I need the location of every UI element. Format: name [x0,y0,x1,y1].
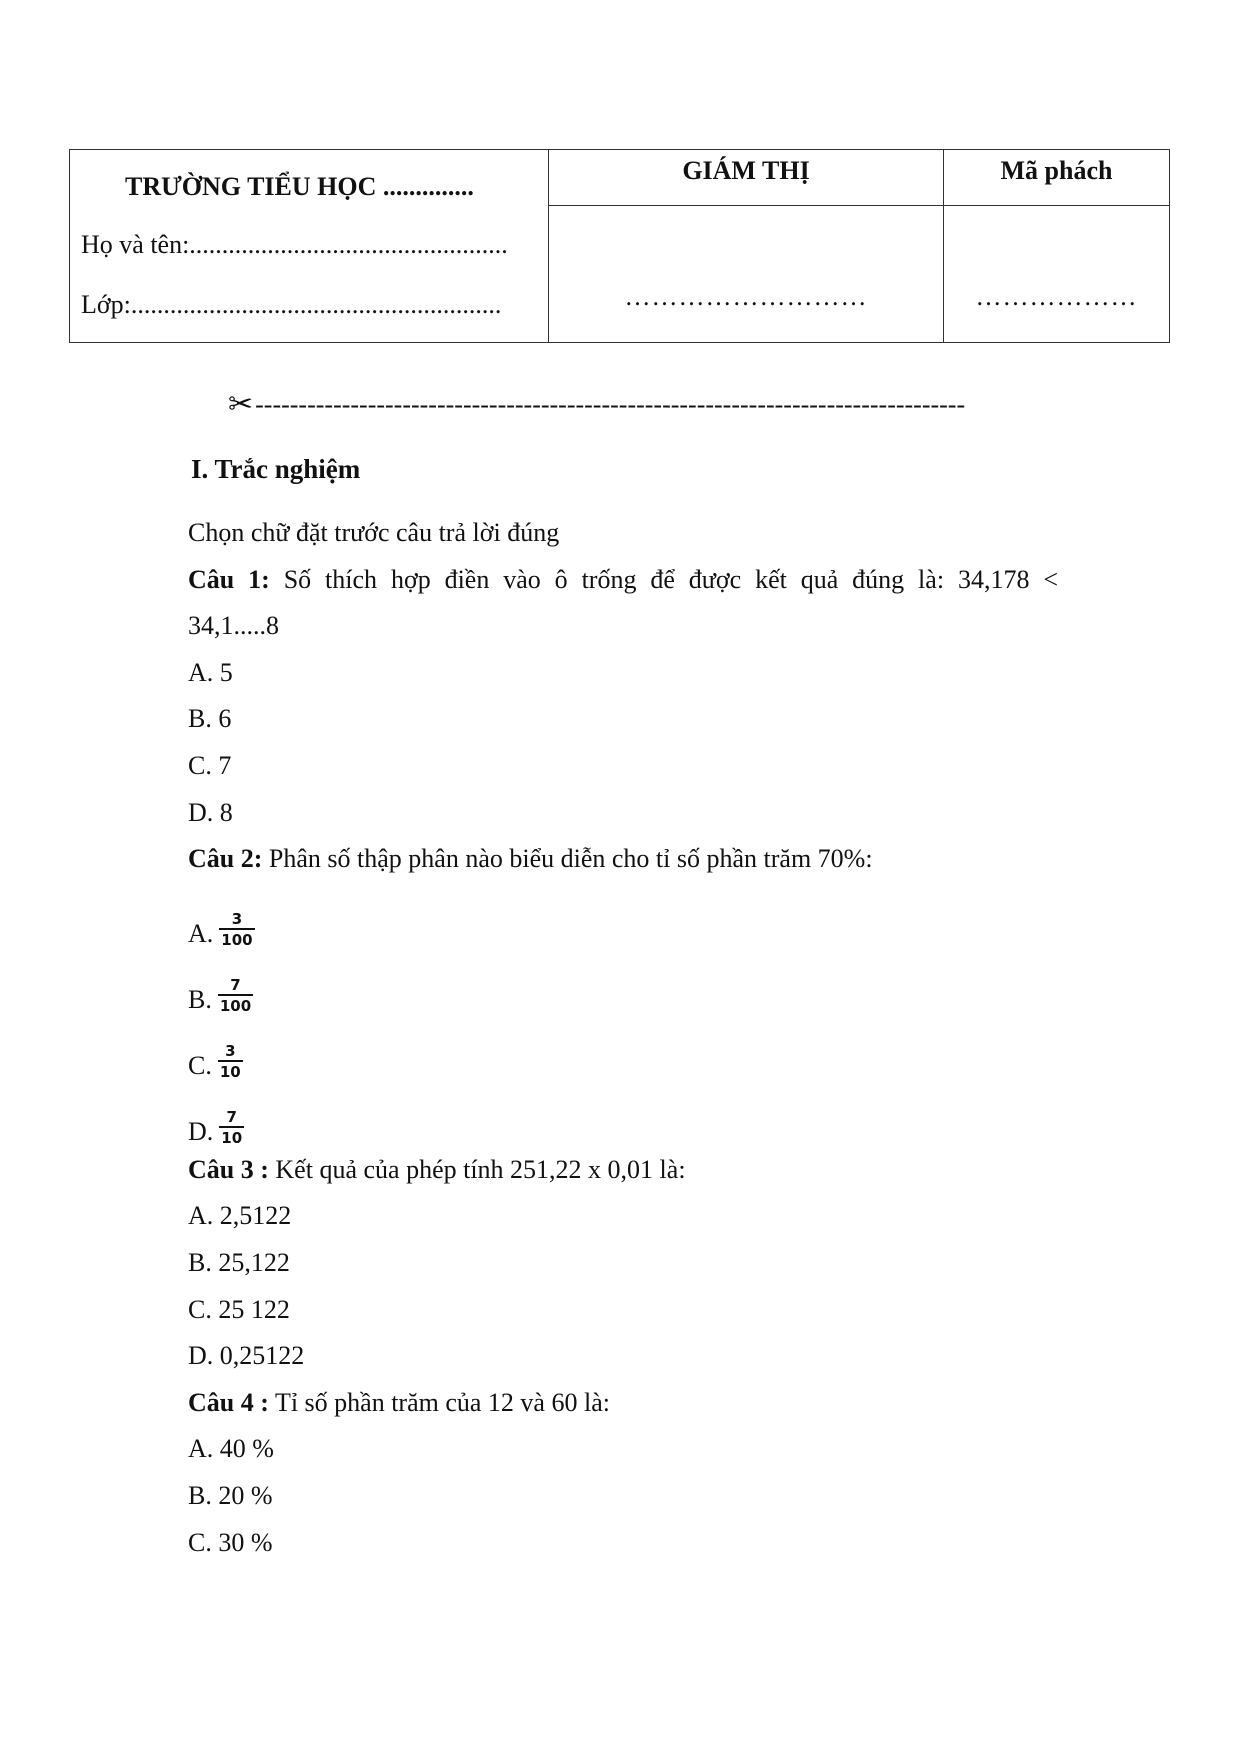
question-1-text: Số thích hợp điền vào ô trống để được kết quả đúng là: 34,178 < [283,564,1058,594]
denominator: 10 [219,1126,244,1147]
question-2-text: Phân số thập phân nào biểu diễn cho tỉ số phần trăm 70%: [268,844,873,874]
q2-option-d-letter: D. [188,1116,214,1146]
question-2 [188,836,1058,883]
q3-option-c: C. 25 122 [188,1294,290,1324]
exam-header-table [69,149,1170,343]
scissors-icon: ✂ [228,387,254,422]
invigilator-header [549,150,944,206]
code-blank: ……………… [975,282,1138,311]
q2-option-a [188,883,1058,949]
q2-option-c-letter: C. [188,1050,212,1080]
denominator: 10 [218,1060,243,1081]
q2-option-a-letter: A. [188,918,214,948]
cut-line [228,387,966,422]
q2-option-b-letter: B. [188,984,212,1014]
q1-option-a: A. 5 [188,657,233,687]
q3-option-a: A. 2,5122 [188,1201,292,1231]
question-1 [188,557,1058,604]
question-1-text-cont: 34,1.....8 [188,611,279,641]
invigilator-signature-cell [549,206,944,343]
numerator: 3 [231,909,243,928]
numerator: 3 [225,1041,236,1060]
q3-option-b: B. 25,122 [188,1247,290,1277]
code-cell [944,206,1170,343]
fraction [218,1042,243,1081]
fraction [219,910,254,949]
q3-option-d: D. 0,25122 [188,1341,305,1371]
q2-option-b [188,949,1058,1015]
fraction [218,976,253,1015]
q4-option-c: C. 30 % [188,1527,273,1557]
question-4-text: Tỉ số phần trăm của 12 và 60 là: [274,1387,610,1417]
q4-option-b: B. 20 % [188,1480,273,1510]
denominator: 100 [218,994,253,1015]
invigilator-blank: ……………………… [624,282,868,311]
cut-dashes: ---------------------------------------------------------------------------------- [255,390,966,419]
section-title: I. Trắc nghiệm [191,454,361,484]
question-3-label: Câu 3 : [188,1154,269,1184]
question-4-label: Câu 4 : [188,1387,269,1417]
invigilator-title: GIÁM THỊ [682,156,810,185]
question-1-label: Câu 1: [188,564,270,594]
q2-option-c [188,1015,1058,1081]
student-class-field: Lớp:......................................................... [81,290,502,319]
q2-option-d [188,1081,1058,1147]
q4-option-a: A. 40 % [188,1434,274,1464]
question-2-label: Câu 2: [188,844,263,874]
student-name-field: Họ và tên:................................................. [81,230,508,259]
code-title: Mã phách [1000,156,1113,185]
school-name: TRƯỜNG TIỂU HỌC .............. [125,172,474,201]
numerator: 7 [230,975,241,994]
q1-option-d: D. 8 [188,797,233,827]
numerator: 7 [226,1107,237,1126]
exam-content [188,454,1058,1566]
denominator: 100 [219,928,254,949]
q1-option-b: B. 6 [188,704,232,734]
question-3-text: Kết quả của phép tính 251,22 x 0,01 là: [275,1154,686,1184]
instruction: Chọn chữ đặt trước câu trả lời đúng [188,518,560,547]
question-3 [188,1147,1058,1194]
code-header [944,150,1170,206]
question-4 [188,1380,1058,1427]
fraction [219,1108,244,1147]
q1-option-c: C. 7 [188,750,232,780]
student-info-cell [70,150,549,343]
